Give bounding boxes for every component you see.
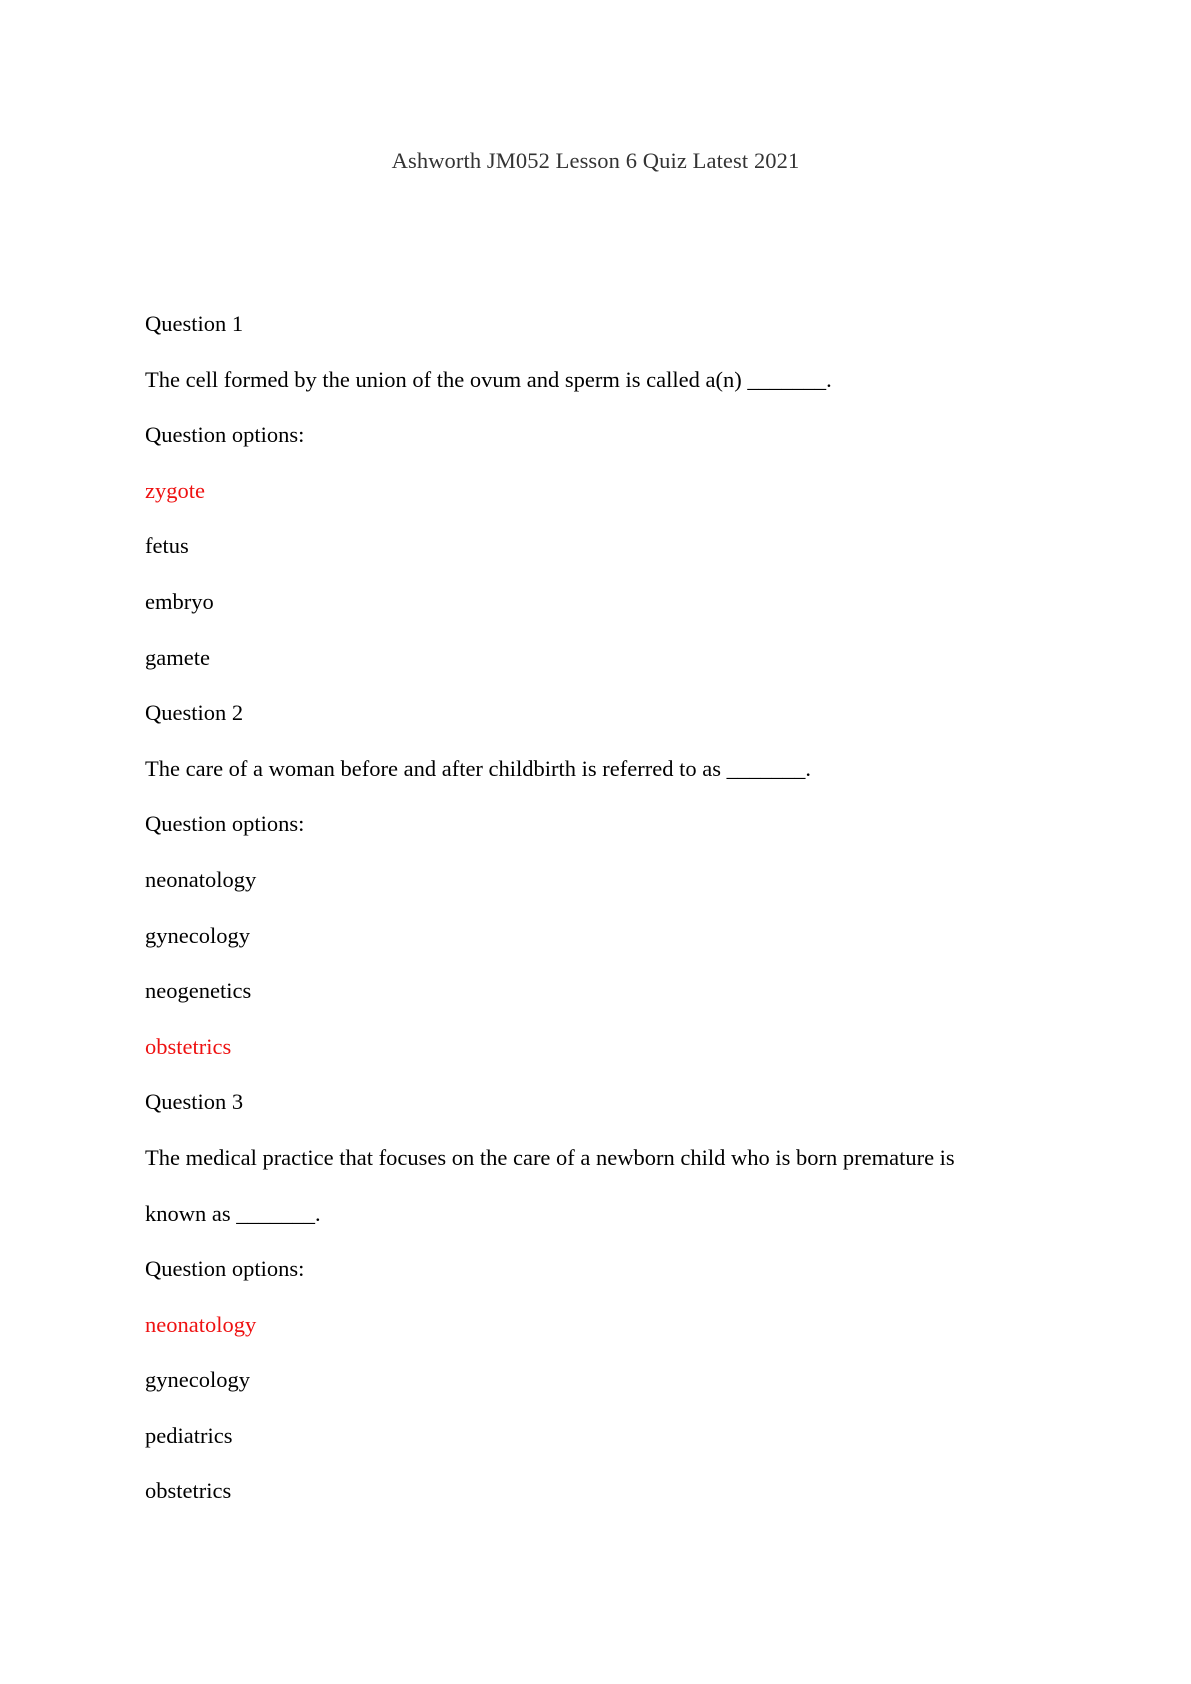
question-2-options-label: Question options:: [145, 811, 305, 837]
question-1-option-correct: zygote: [145, 477, 205, 503]
question-2-option: neonatology: [145, 866, 257, 892]
question-3-option: pediatrics: [145, 1422, 233, 1448]
question-2-label: Question 2: [145, 700, 244, 726]
question-3-option: obstetrics: [145, 1478, 232, 1504]
question-3-option-correct: neonatology: [145, 1311, 257, 1337]
question-1-option: gamete: [145, 644, 210, 670]
question-3-options-label: Question options:: [145, 1256, 305, 1282]
question-2-option: gynecology: [145, 922, 250, 948]
quiz-body: [145, 309, 1045, 1532]
question-1-label: Question 1: [145, 311, 244, 336]
question-2-option-correct: obstetrics: [145, 1033, 232, 1059]
question-1-option: embryo: [145, 588, 214, 614]
question-3-prompt-line-2: known as _______.: [145, 1200, 321, 1226]
question-3-prompt-line-1: The medical practice that focuses on the care of a newborn child who is born premature is: [145, 1144, 955, 1170]
question-1-prompt: The cell formed by the union of the ovum and sperm is called a(n) _______.: [145, 366, 832, 392]
question-1-options-label: Question options:: [145, 422, 305, 448]
page-title: Ashworth JM052 Lesson 6 Quiz Latest 2021: [391, 148, 800, 173]
question-2-option: neogenetics: [145, 978, 252, 1004]
question-1-option: fetus: [145, 533, 189, 559]
question-3-label: Question 3: [145, 1089, 244, 1115]
question-3-option: gynecology: [145, 1367, 250, 1393]
question-2-prompt: The care of a woman before and after childbirth is referred to as _______.: [145, 755, 811, 781]
